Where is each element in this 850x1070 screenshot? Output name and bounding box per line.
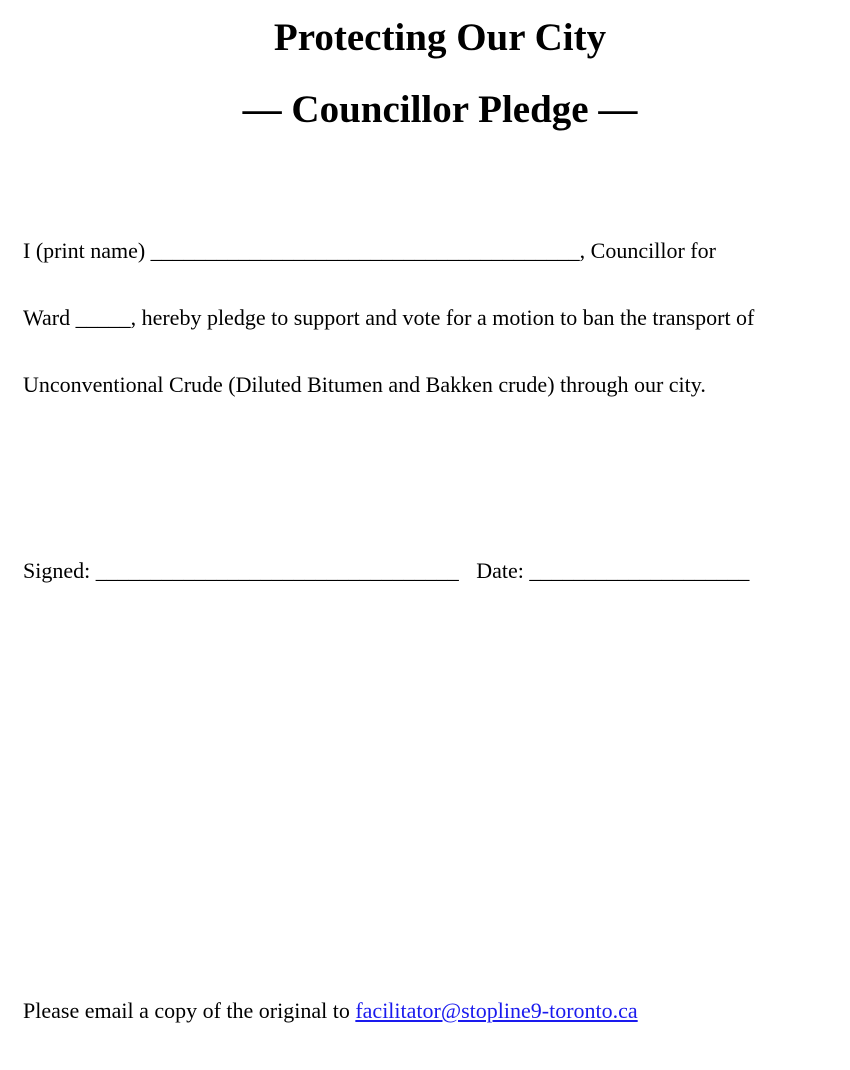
pledge-line-3: Unconventional Crude (Diluted Bitumen and Bakken crude) through our city. bbox=[23, 372, 706, 397]
pledge-line-1 bbox=[23, 240, 716, 262]
ward-label: Ward bbox=[23, 305, 71, 330]
email-instruction: Please email a copy of the original to bbox=[23, 998, 350, 1023]
page-subtitle: — Councillor Pledge — bbox=[242, 88, 638, 131]
date-blank[interactable]: ____________________ bbox=[529, 558, 750, 583]
page-title: Protecting Our City bbox=[273, 16, 607, 59]
signature-line bbox=[23, 560, 749, 582]
print-name-label: I (print name) bbox=[23, 238, 146, 263]
footer-instruction-line bbox=[23, 1000, 638, 1022]
email-link[interactable]: facilitator@stopline9-toronto.ca bbox=[355, 998, 638, 1023]
print-name-blank[interactable]: _______________________________________ bbox=[150, 238, 580, 263]
ward-blank[interactable]: _____ bbox=[75, 305, 131, 330]
pledge-text: , hereby pledge to support and vote for a motion to ban the transport of bbox=[130, 305, 755, 330]
signed-label: Signed: bbox=[23, 558, 91, 583]
pledge-line-2 bbox=[23, 307, 754, 329]
signature-blank[interactable]: _________________________________ bbox=[95, 558, 459, 583]
councillor-for-text: , Councillor for bbox=[579, 238, 716, 263]
date-label: Date: bbox=[476, 558, 524, 583]
